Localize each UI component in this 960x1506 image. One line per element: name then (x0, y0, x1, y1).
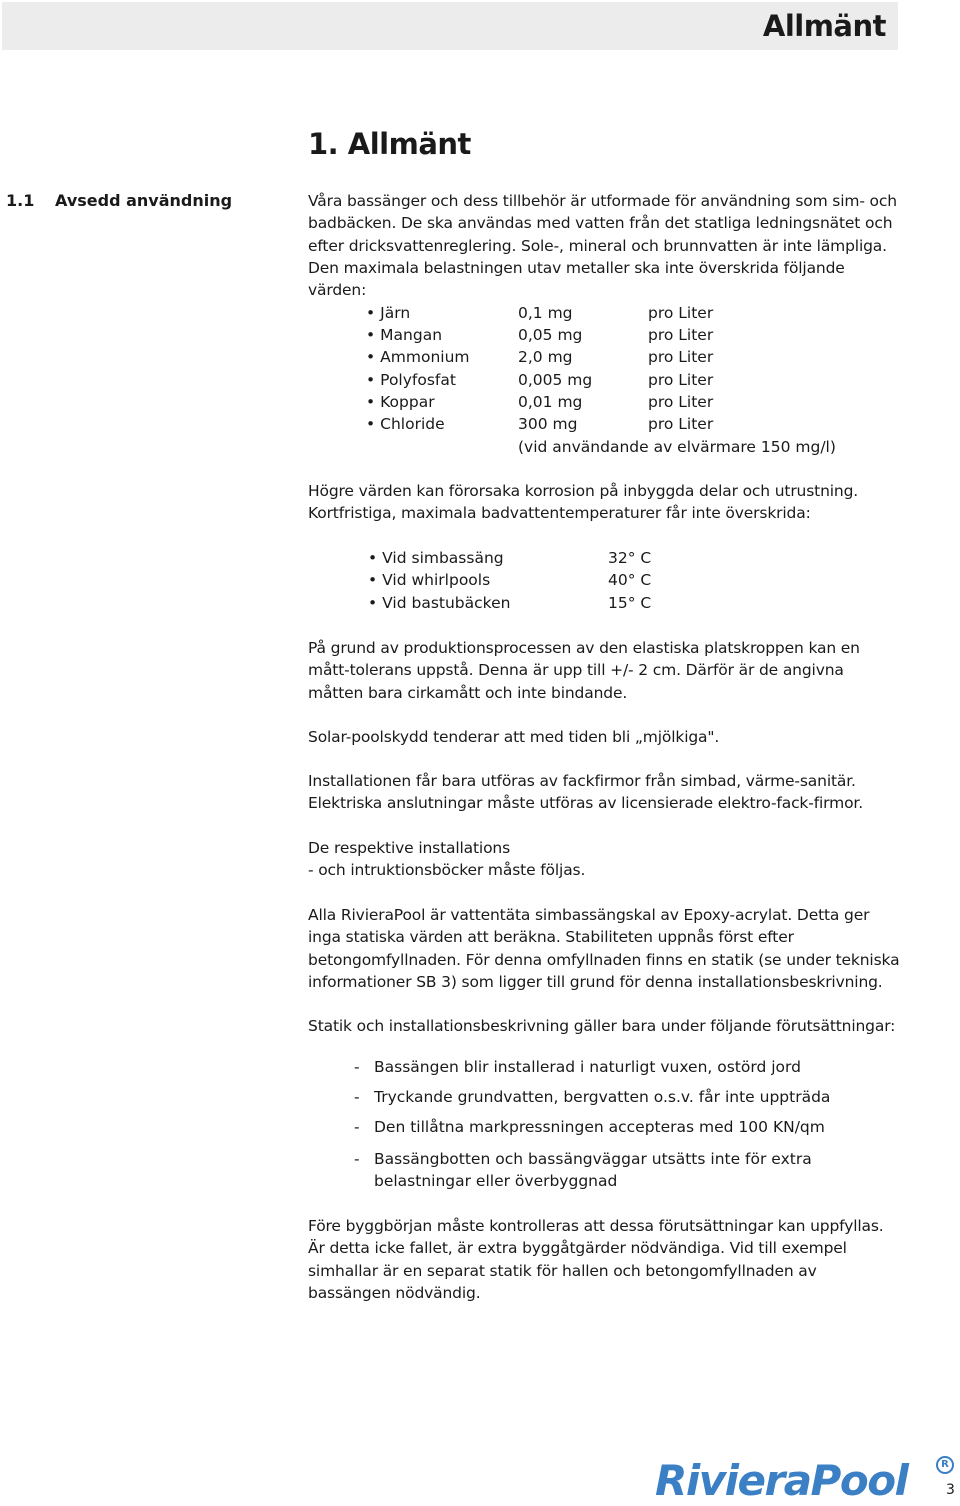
temp-value: 32° C (608, 549, 652, 567)
tolerance-paragraph: På grund av produktionsprocessen av den elastiska platskroppen kan en mått-tolerans uppstå. Denna är upp till +/- 2 cm. Därför är de angivna måtten bara cirkamått och inte bindande. (308, 639, 860, 702)
temp-name: • Vid simbassäng (368, 547, 504, 569)
metal-amount: 0,05 mg (518, 326, 583, 344)
temperature-intro: Högre värden kan förorsaka korrosion på inbyggda delar och utrustning. Kortfristiga, maximala badvattentemperaturer får inte överskrida: (308, 482, 859, 523)
page-header-title: Allmänt (762, 9, 886, 43)
metal-name: • Chloride (366, 413, 445, 435)
condition-item: Bassängen blir installerad i naturligt vuxen, ostörd jord (374, 1058, 801, 1076)
epoxy-paragraph: Alla RivieraPool är vattentäta simbassängskal av Epoxy-acrylat. Detta ger inga statiska värden att beräkna. Stabiliteten uppnås först efter betongomfyllnaden. För denna omfyllnaden finns en statik (se under tekniska informationer SB 3) som ligger till grund för denna installationsbeskrivning. (308, 906, 900, 991)
metal-unit: pro Liter (648, 393, 714, 411)
condition-item: Den tillåtna markpressningen accepteras med 100 KN/qm (374, 1118, 825, 1136)
temp-name: • Vid bastubäcken (368, 592, 510, 614)
metal-unit: pro Liter (648, 371, 714, 389)
section-number: 1.1 (6, 191, 35, 210)
section-title: Avsedd användning (55, 191, 233, 210)
metal-name: • Ammonium (366, 346, 470, 368)
metal-amount: 2,0 mg (518, 348, 573, 366)
metal-name: • Koppar (366, 391, 435, 413)
solar-paragraph: Solar-poolskydd tenderar att med tiden bli „mjölkiga". (308, 728, 720, 746)
temp-name: • Vid whirlpools (368, 569, 490, 591)
list-dash: - (354, 1058, 360, 1076)
registered-icon: R (936, 1456, 954, 1474)
manuals-line-2: - och intruktionsböcker måste följas. (308, 861, 586, 879)
install-paragraph: Installationen får bara utföras av fackfirmor från simbad, värme-sanitär. Elektriska anslutningar måste utföras av licensierade elektro-fack-firmor. (308, 772, 863, 813)
metal-amount: 0,005 mg (518, 371, 593, 389)
metal-amount: 300 mg (518, 415, 578, 433)
metal-amount: 0,1 mg (518, 304, 573, 322)
list-dash: - (354, 1088, 360, 1106)
rivierapool-logo: RivieraPool (655, 1456, 908, 1505)
page-number: 3 (946, 1482, 955, 1498)
condition-item: Bassängbotten och bassängväggar utsätts inte för extra belastningar eller överbyggnad (374, 1150, 812, 1190)
chapter-title: 1. Allmänt (308, 127, 471, 161)
intro-paragraph: Våra bassänger och dess tillbehör är utformade för användning som sim- och badbäcken. De ska användas med vatten från det statliga ledningsnätet och efter dricksvattenreglering. Sole-, mineral och brunnvatten är inte lämpliga. Den maximala belastningen utav metaller ska inte överskrida följande värden: (308, 192, 897, 300)
conditions-intro: Statik och installationsbeskrivning gäller bara under följande förutsättningar: (308, 1017, 896, 1035)
metal-name: • Polyfosfat (366, 369, 456, 391)
metal-name: • Järn (366, 302, 410, 324)
temp-value: 40° C (608, 571, 652, 589)
metal-amount: 0,01 mg (518, 393, 583, 411)
metal-unit: pro Liter (648, 304, 714, 322)
condition-item: Tryckande grundvatten, bergvatten o.s.v. får inte uppträda (374, 1088, 831, 1106)
list-dash: - (354, 1118, 360, 1136)
metal-unit: pro Liter (648, 326, 714, 344)
metal-name: • Mangan (366, 324, 442, 346)
list-dash: - (354, 1150, 360, 1168)
metal-unit: pro Liter (648, 348, 714, 366)
metal-unit: pro Liter (648, 415, 714, 433)
final-paragraph: Före byggbörjan måste kontrolleras att dessa förutsättningar kan uppfyllas. Är detta icke fallet, är extra byggåtgärder nödvändiga. Vid till exempel simhallar är en separat statik för hallen och betongomfyllnaden av bassängen nödvändig. (308, 1217, 884, 1302)
chloride-note: (vid användande av elvärmare 150 mg/l) (518, 438, 836, 456)
temp-value: 15° C (608, 594, 652, 612)
manuals-line-1: De respektive installations (308, 839, 511, 857)
